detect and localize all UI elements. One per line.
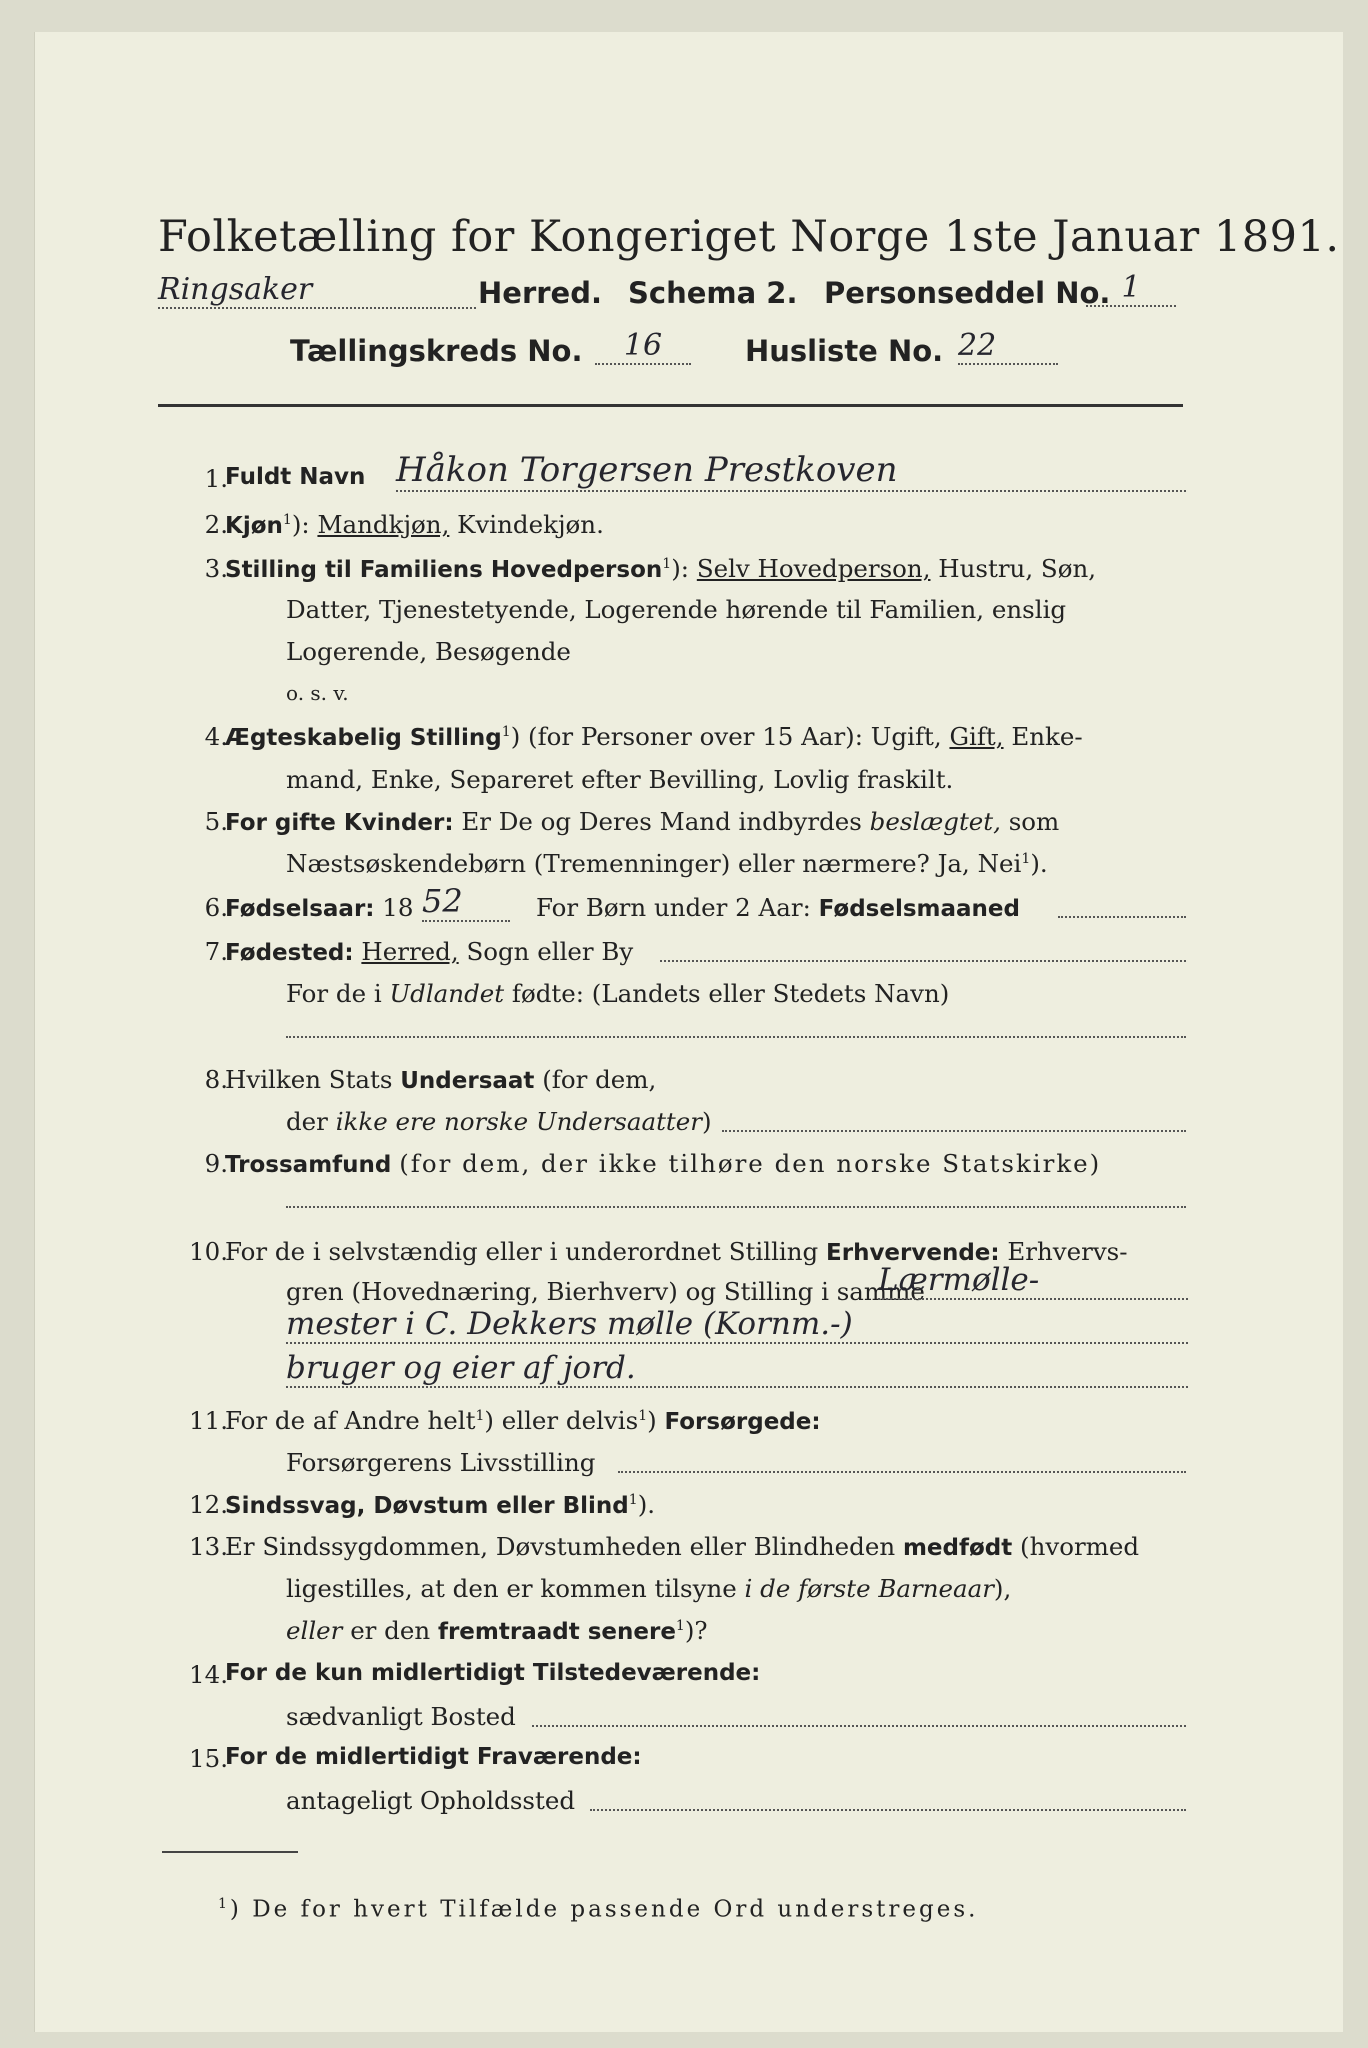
item-3-line-4: o. s. v. [286,681,349,705]
citizenship-text: der [286,1107,328,1136]
temporary-present-label: For de kun midlertidigt Tilstedeværende: [225,1660,761,1686]
personseddel-value[interactable]: 1 [1086,270,1176,307]
item-number: 2. [204,510,228,539]
probable-residence-label: antageligt Opholdssted [286,1786,575,1815]
infant-text: For Børn under 2 Aar: [536,893,811,922]
footnote-mark: 1 [218,1896,230,1912]
birthplace-field[interactable] [660,960,1186,962]
full-name-value[interactable]: Håkon Torgersen Prestkoven [396,450,1186,492]
congenital-text: Er Sindssygdommen, Døvstumheden eller Blindheden [225,1532,896,1561]
label-punct: ) [647,1406,657,1435]
header-rule [158,404,1183,407]
supported-text-mid: ) eller delvis [484,1406,639,1435]
birth-year-label: Fødselsaar: [225,896,375,922]
footnote-mark: 1 [282,511,292,528]
footnote-mark: 1 [501,723,511,740]
item-4-line-2: mand, Enke, Separeret efter Bevilling, Lovlig fraskilt. [286,765,954,794]
item-3-line-2: Datter, Tjenestetyende, Logerende hørende til Familien, enslig [286,595,1067,624]
footnote-text: ) De for hvert Tilfælde passende Ord understreges. [229,1896,979,1923]
footnote-rule [162,1851,298,1853]
religion-label: Trossamfund [225,1152,392,1178]
religion-text: (for dem, der ikke tilhøre den norske Statskirke) [399,1149,1102,1178]
herred-label: Herred. [478,276,602,310]
marital-options-cont: Enke- [1011,722,1083,751]
sex-option-female[interactable]: Kvindekjøn. [457,510,604,539]
occupation-text: For de i selvstændig eller i underordnet Stilling [225,1237,819,1266]
family-position-label: Stilling til Familiens Hovedperson [225,557,663,583]
question-emph: beslægtet, [869,807,1001,836]
schema-label: Schema 2. [628,276,798,310]
occupation-value-3[interactable]: bruger og eier af jord. [286,1350,1188,1388]
citizenship-field[interactable] [722,1130,1186,1132]
item-number: 10. [189,1237,228,1266]
item-number: 11. [189,1406,228,1435]
label-punct: ): [291,510,310,539]
supported-text: For de af Andre helt [225,1406,476,1435]
family-position-options: Hustru, Søn, [938,554,1097,583]
provider-occupation-field[interactable] [618,1471,1186,1473]
item-number: 7. [204,937,228,966]
item-number: 5. [204,807,228,836]
birthplace-options: Sogn eller By [466,937,634,966]
item-number: 8. [204,1065,228,1094]
question-text: Er De og Deres Mand indbyrdes [461,807,862,836]
religion-field[interactable] [286,1206,1186,1208]
husliste-value[interactable]: 22 [958,328,1058,365]
item-number: 3. [204,554,228,583]
marital-selected[interactable]: Gift, [949,722,1004,751]
item-number: 1. [204,464,228,493]
congenital-text-cont: (hvormed [1020,1532,1140,1561]
label-punct: )? [684,1616,708,1645]
abroad-field[interactable] [286,1036,1186,1038]
birthplace-label: Fødested: [225,940,354,966]
supported-label: Forsørgede: [664,1409,821,1435]
marital-options: ) (for Personer over 15 Aar): Ugift, [510,722,942,751]
birth-month-label: Fødselsmaaned [818,896,1020,922]
birth-month-field[interactable] [1058,916,1186,918]
disability-label: Sindssvag, Døvstum eller Blind [225,1493,629,1519]
form-title: Folketælling for Kongeriget Norge 1ste Januar 1891. [158,212,1340,262]
item-number: 9. [204,1149,228,1178]
kreds-value[interactable]: 16 [595,328,691,365]
herred-value[interactable]: Ringsaker [158,272,476,309]
footnote-mark: 1 [628,1491,638,1508]
kreds-label: Tællingskreds No. [290,334,583,368]
label-punct: ) [701,1107,712,1136]
probable-residence-field[interactable] [590,1809,1186,1811]
footnote-mark: 1 [475,1407,485,1424]
question-text-cont: som [1008,807,1060,836]
citizenship-text-cont: (for dem, [542,1065,657,1094]
birth-year-value[interactable]: 52 [422,882,510,922]
footnote-mark: 1 [675,1617,685,1634]
item-3-line-3: Logerende, Besøgende [286,637,571,666]
footnote-mark: 1 [1021,850,1031,867]
personseddel-label: Personseddel No. [824,276,1111,310]
citizenship-emph: ikke ere norske Undersaatter [335,1107,702,1136]
congenital-emph: eller [286,1616,343,1645]
congenital-label: medfødt [902,1535,1013,1561]
later-onset-label: fremtraadt senere [437,1619,676,1645]
item-number: 13. [189,1532,228,1561]
item-number: 15. [189,1744,228,1773]
temporary-absent-label: For de midlertidigt Fraværende: [225,1744,642,1770]
usual-residence-label: sædvanligt Bosted [286,1702,516,1731]
occupation-value-1[interactable]: Lærmølle- [878,1262,1188,1300]
label-punct: ): [671,554,690,583]
item-number: 12. [189,1490,228,1519]
occupation-value-2[interactable]: mester i C. Dekkers mølle (Kornm.-) [286,1306,1188,1344]
label-punct: ), [993,1574,1012,1603]
congenital-text: er den [350,1616,431,1645]
congenital-emph: i de første Barneaar [744,1574,994,1603]
provider-occupation-label: Forsørgerens Livsstilling [286,1448,596,1477]
item-number: 4. [204,722,228,751]
sex-label: Kjøn [225,513,283,539]
abroad-text: For de i [286,979,382,1008]
abroad-text-cont: fødte: (Landets eller Stedets Navn) [511,979,950,1008]
full-name-label: Fuldt Navn [225,464,366,490]
sex-option-male[interactable]: Mandkjøn, [317,510,450,539]
birth-year-prefix: 18 [382,893,414,922]
citizenship-text: Hvilken Stats [225,1065,393,1094]
marital-status-label: Ægteskabelig Stilling [225,725,502,751]
birthplace-selected[interactable]: Herred, [361,937,459,966]
husliste-label: Husliste No. [745,334,944,368]
footnote-mark: 1 [662,555,672,572]
citizenship-label: Undersaat [400,1068,535,1094]
footnote-mark: 1 [638,1407,648,1424]
item-number: 6. [204,893,228,922]
occupation-text-cont: Erhvervs- [1007,1237,1128,1266]
family-position-selected[interactable]: Selv Hovedperson, [696,554,931,583]
married-women-label: For gifte Kvinder: [225,810,454,836]
item-5-line-2 [286,849,1048,878]
abroad-emph: Udlandet [389,979,505,1008]
congenital-text: ligestilles, at den er kommen tilsyne [286,1574,737,1603]
footnote [218,1896,978,1923]
item-10-line-2: gren (Hovednæring, Bierhverv) og Stilling i samme [286,1277,925,1306]
usual-residence-field[interactable] [532,1725,1186,1727]
label-punct: ). [637,1490,656,1519]
label-punct: ). [1030,849,1048,878]
question-text: Næstsøskendebørn (Tremenninger) eller nærmere? Ja, Nei [286,849,1022,878]
occupation-label: Erhvervende: [826,1240,1000,1266]
item-number: 14. [189,1660,228,1689]
